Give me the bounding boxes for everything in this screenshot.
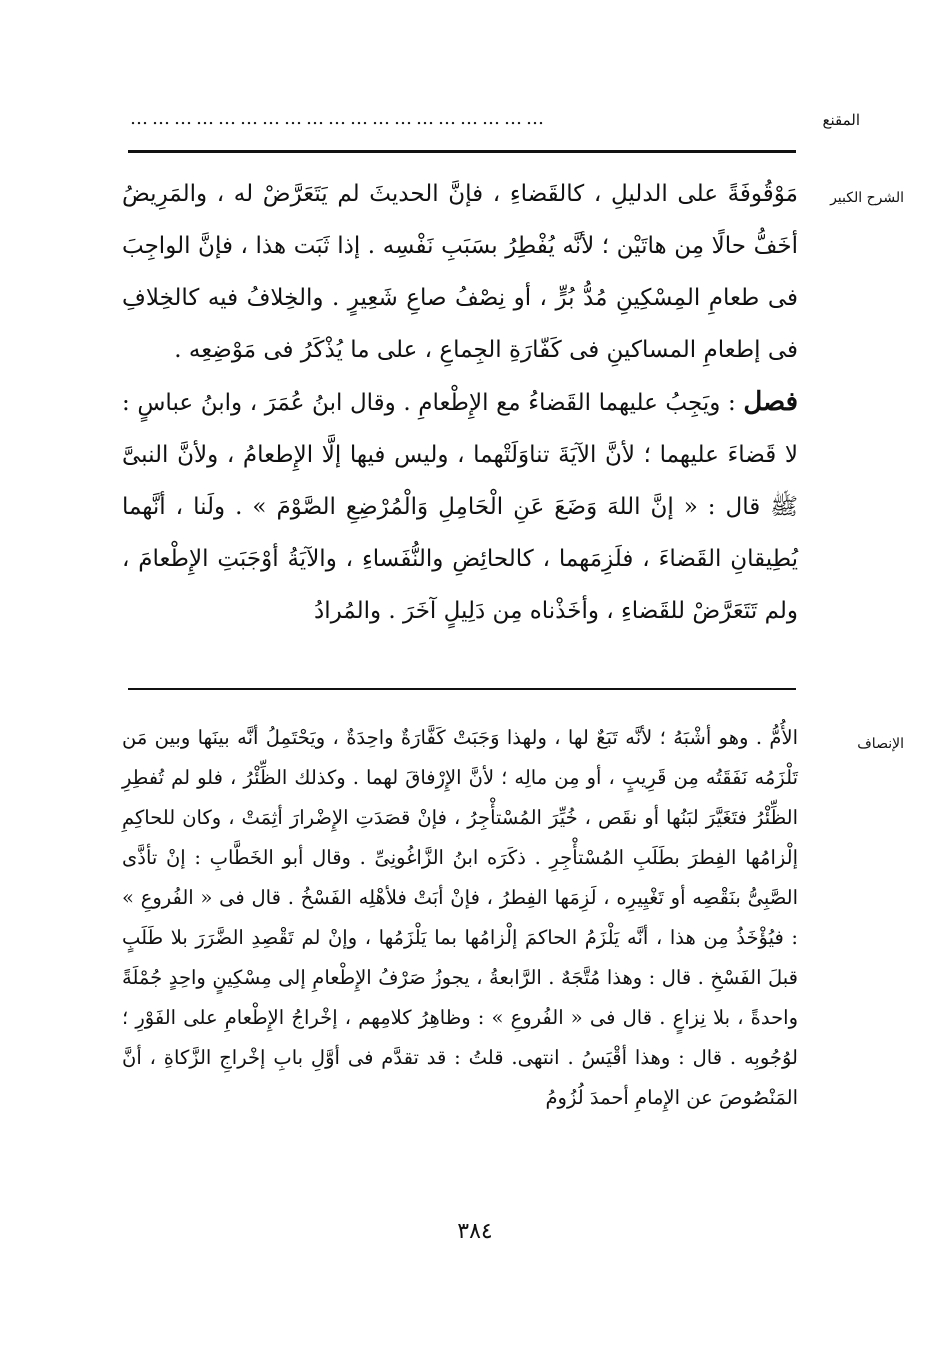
page-number: ٣٨٤ [457,1219,493,1244]
sharh-paragraph-2-text: : ويَجِبُ عليهما القَضاءُ مع الإِطْعامِ . وقال ابنُ عُمَرَ ، وابنُ عباسٍ : لا قَضاءَ عليهما ؛ لأنَّ الآيَةَ تناوَلَتْهما ، وليس فيها إلَّا الإِطعامُ ، ولأنَّ النبىَّ ﷺ قال : « إنَّ اللهَ وَضَعَ عَنِ الْحَامِلِ وَالْمُرْضِعِ الصَّوْمَ » . ولَنا ، أنَّهما يُطِيقانِ القَضاءَ ، فلَزِمَهما ، كالحائِضِ والنُّفَساءِ ، والآيَةُ أوْجَبَتِ الإِطْعامَ ، ولم تَتَعَرَّضْ للقَضاءِ ، وأخَذْناه مِن دَلِيلٍ آخَرَ . والمُرادُ [122,390,798,624]
insaf-paragraph: الأُمُّ . وهو أشْبَهُ ؛ لأنَّه تَبَعٌ لها ، ولهذا وَجَبَتْ كَفَّارَةٌ واحِدَةٌ ، ويَحْتَمِلُ أنَّه بينَها وبين مَن تَلْزَمُه نَفَقَتُه مِن قَرِيبٍ ، أو مِن مالِه ؛ لأنَّ الإِرْفاقَ لهما . وكذلك الظِّئْرُ ، فلو لم تُفطِرِ الظِّئْرُ فتَغَيَّرَ لبَنُها أو نقَص ، خُيِّرَ المُسْتأْجِرُ ، فإنْ قصَدَتِ الإِضْرارَ أثِمَتْ ، وكان للحاكِمِ إلْزامُها الفِطرَ بطَلَبِ المُسْتأْجِرِ . ذكَرَه ابنُ الزَّاغُونِىِّ . وقال أبو الخَطَّابِ : إنْ تأذَّى الصَّبِىُّ بنَقْصِه أو تَغْيِيرِه ، لَزِمَها الفِطرُ ، فإنْ أبَتْ فلأهْلِه الفَسْخُ . قال فى « الفُروعِ » : فيُؤْخَذُ مِن هذا ، أنَّه يَلْزَمُ الحاكمَ إلْزامُها بما يَلْزَمُها ، وإنْ لم تَقْصِدِ الضَّرَرَ بلا طَلَبٍ قبلَ الفَسْخِ . قال : وهذا مُتَّجَهٌ . الرَّابعةُ ، يجوزُ صَرْفُ الإِطْعامِ إلى مِسْكِينٍ واحِدٍ جُمْلَةً واحدةً ، بلا نِزاعٍ . قال فى « الفُروعِ » : وظاهِرُ كلامِهم ، إخْراجُ الإِطْعامِ على الفَوْرِ ؛ لوُجُوبِه . قال : وهذا أقْيَسُ . انتهى. قلتُ : قد تقدَّم فى أوَّلِ بابِ إخْراجِ الزَّكاةِ ، أنَّ المَنْصُوصَ عن الإِمامِ أحمدَ لُزُومُ [122,726,798,1109]
header-leader-dots: ………………………………………………… [130,108,548,129]
section-divider-rule [128,688,796,690]
sharh-paragraph-2 [122,376,798,637]
insaf-text-block [122,718,798,1118]
sharh-paragraph-1: مَوْقُوفَةً على الدليلِ ، كالقَضاءِ ، فإنَّ الحديثَ لم يَتَعَرَّضْ له ، والمَرِيضُ أخَفُّ حالًا مِن هاتَيْن ؛ لأنَّه يُفْطِرُ بسَبَبِ نَفْسِه . إذا ثَبَت هذا ، فإنَّ الواجِبَ فى طعامِ المِسْكِينِ مُدُّ بُرٍّ ، أو نِصْفُ صاعِ شَعِيرٍ . والخِلافُ فيه كالخِلافِ فى إطعامِ المساكينِ فى كَفّارَةِ الجِماعِ ، على ما يُذْكَرُ فى مَوْضِعِه . [122,181,798,363]
fasl-heading: فصل [743,387,799,417]
header-rule [128,150,796,153]
side-label-sharh: الشرح الكبير [830,190,904,206]
sharh-text-block [122,168,798,637]
running-header-title: المقنع [822,111,860,129]
side-label-insaf: الإنصاف [857,736,904,752]
